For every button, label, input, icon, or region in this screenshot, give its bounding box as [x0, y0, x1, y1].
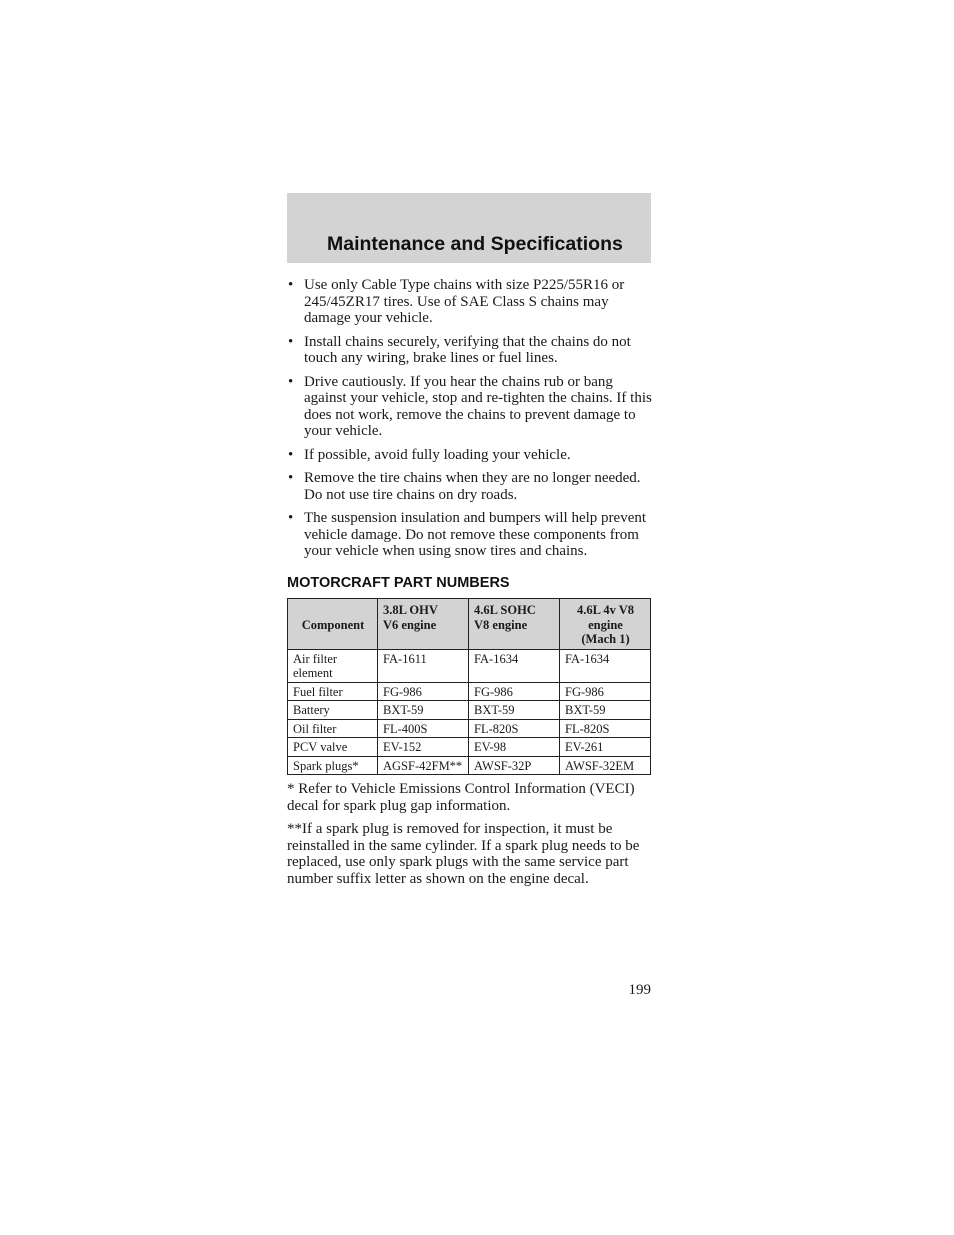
- table-cell: EV-261: [560, 738, 651, 757]
- table-row: [288, 719, 651, 738]
- list-item-text: If possible, avoid fully loading your vehicle.: [304, 446, 571, 463]
- spark-plug-replacement-note: **If a spark plug is removed for inspection, it must be reinstalled in the same cylinder. If a spark plug needs to be replaced, use only spark plugs with the same service part number suffix letter as shown on the engine decal.: [287, 821, 640, 887]
- page-title: Maintenance and Specifications: [327, 233, 623, 255]
- table-row: [288, 738, 651, 757]
- table-cell: FL-820S: [560, 719, 651, 738]
- section-title: MOTORCRAFT PART NUMBERS: [287, 574, 510, 591]
- table-cell: Fuel filter: [288, 682, 378, 701]
- bullet-icon: •: [288, 446, 294, 463]
- list-item: [287, 334, 653, 367]
- page-content: [287, 277, 653, 887]
- section-header-band: [287, 193, 651, 263]
- table-cell: FA-1611: [378, 649, 469, 682]
- list-item-text: Drive cautiously. If you hear the chains rub or bang against your vehicle, stop and re-tighten the chains. If this does not work, remove the chains to prevent damage to your vehicle.: [304, 373, 652, 439]
- table-cell: Air filter element: [288, 649, 378, 682]
- bullet-icon: •: [288, 277, 294, 293]
- table-cell: PCV valve: [288, 738, 378, 757]
- table-cell: EV-152: [378, 738, 469, 757]
- table-row: [288, 649, 651, 682]
- table-cell: Spark plugs*: [288, 756, 378, 775]
- table-cell: AWSF-32EM: [560, 756, 651, 775]
- table-row: [288, 701, 651, 720]
- list-item: [287, 447, 653, 464]
- table-cell: BXT-59: [560, 701, 651, 720]
- table-cell: BXT-59: [378, 701, 469, 720]
- column-header: 4.6L SOHC V8 engine: [469, 599, 560, 650]
- column-header: 4.6L 4v V8 engine (Mach 1): [560, 599, 651, 650]
- chain-instructions-list: [287, 277, 653, 560]
- bullet-icon: •: [288, 373, 294, 390]
- column-header: Component: [288, 599, 378, 650]
- table-cell: BXT-59: [469, 701, 560, 720]
- list-item-text: The suspension insulation and bumpers will help prevent vehicle damage. Do not remove these components from your vehicle when using snow tires and chains.: [304, 510, 647, 559]
- table-row: [288, 756, 651, 775]
- page-number: 199: [628, 982, 651, 998]
- list-item-text: Use only Cable Type chains with size P225/55R16 or 245/45ZR17 tires. Use of SAE Class S chains may damage your vehicle.: [304, 277, 625, 326]
- table-cell: AGSF-42FM**: [378, 756, 469, 775]
- column-header: 3.8L OHV V6 engine: [378, 599, 469, 650]
- list-item-text: Install chains securely, verifying that the chains do not touch any wiring, brake lines or fuel lines.: [304, 333, 631, 366]
- table-cell: FA-1634: [469, 649, 560, 682]
- table-header-row: [288, 599, 651, 650]
- part-numbers-table: [287, 598, 651, 775]
- table-cell: FG-986: [378, 682, 469, 701]
- table-cell: FG-986: [469, 682, 560, 701]
- table-cell: FL-400S: [378, 719, 469, 738]
- table-cell: EV-98: [469, 738, 560, 757]
- bullet-icon: •: [288, 510, 294, 526]
- table-cell: Battery: [288, 701, 378, 720]
- table-cell: FA-1634: [560, 649, 651, 682]
- bullet-icon: •: [288, 333, 294, 350]
- bullet-icon: •: [288, 470, 294, 486]
- table-cell: Oil filter: [288, 719, 378, 738]
- table-row: [288, 682, 651, 701]
- list-item: [287, 470, 653, 503]
- table-cell: FG-986: [560, 682, 651, 701]
- spark-plug-gap-note: * Refer to Vehicle Emissions Control Information (VECI) decal for spark plug gap information.: [287, 781, 635, 814]
- list-item: [287, 374, 653, 440]
- table-cell: FL-820S: [469, 719, 560, 738]
- list-item: [287, 510, 653, 560]
- list-item: [287, 277, 653, 327]
- list-item-text: Remove the tire chains when they are no longer needed. Do not use tire chains on dry roads.: [304, 470, 641, 503]
- table-cell: AWSF-32P: [469, 756, 560, 775]
